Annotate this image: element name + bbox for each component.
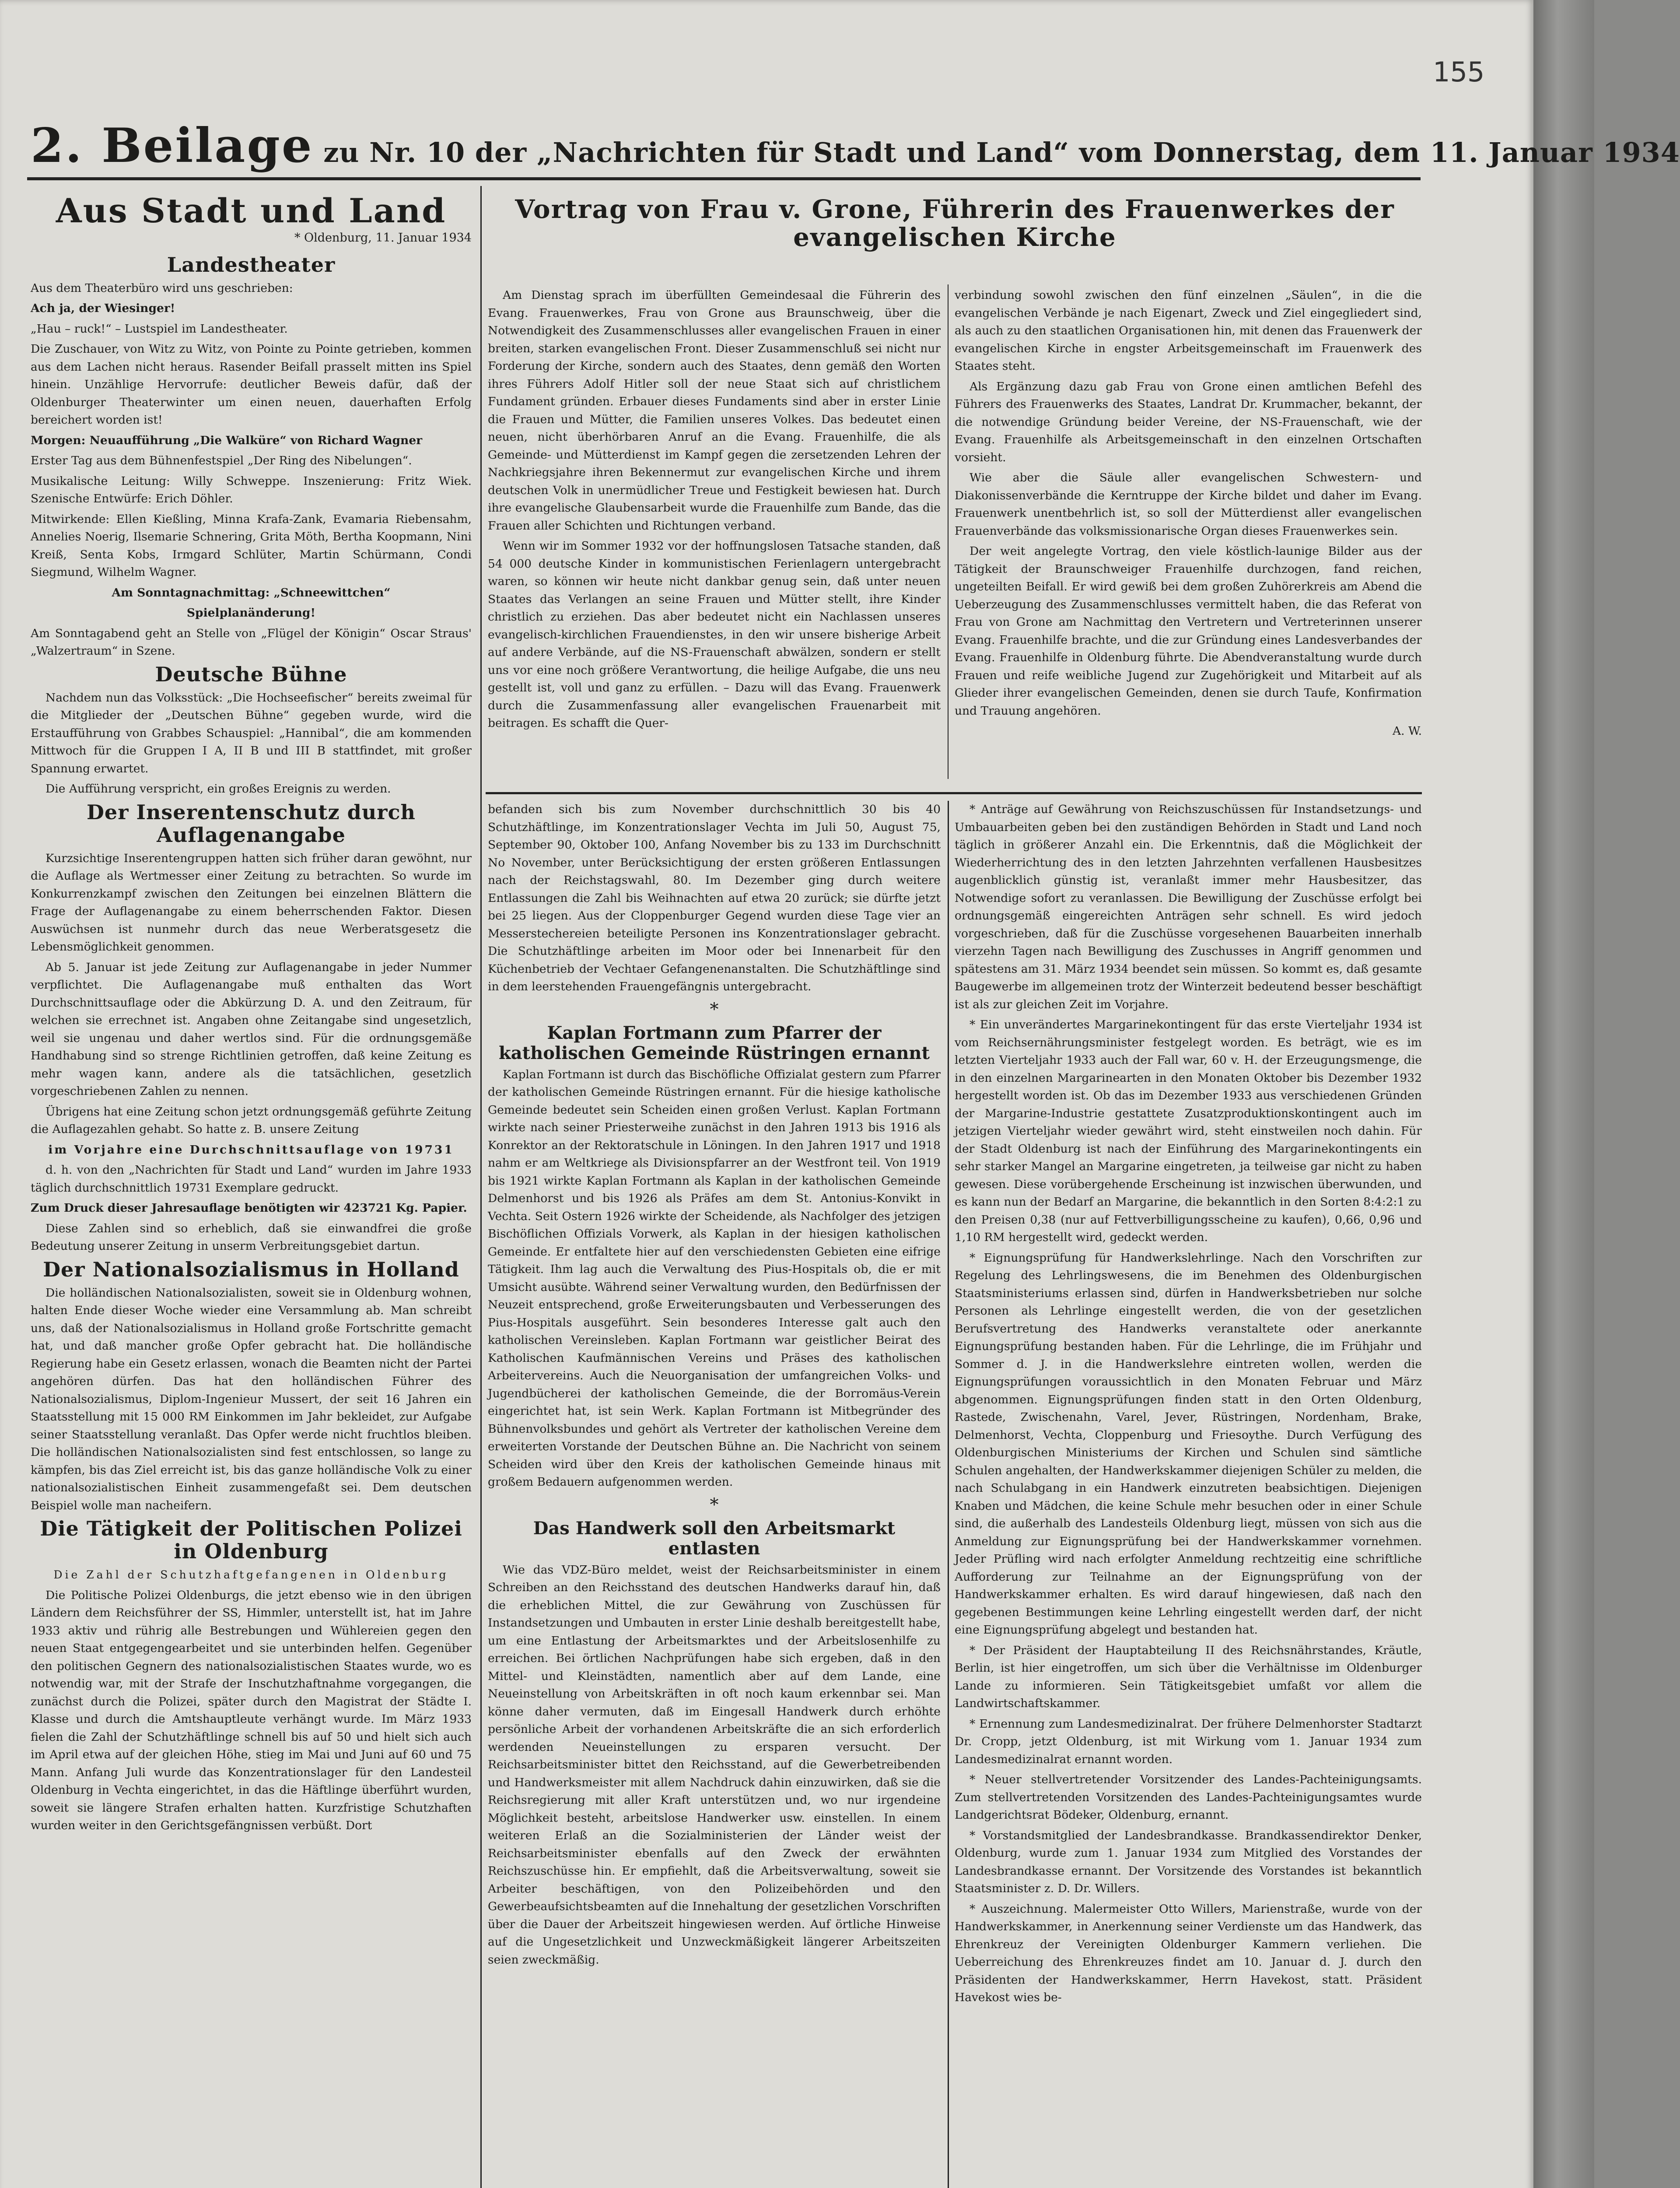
- news-item: * Eignungsprüfung für Handwerkslehrlinge. Nach den Vorschriften zur Regelung des Lehrlingswesens, die im Benehmen des Oldenburgischen Staatsministeriums erlassen sind, dürfen in Handwerksbetrieben nur solche Personen als Lehrlinge eingestellt werden, die von der gesetzlichen Berufsvertretung des Handwerks veranstaltete oder anerkannte Eignungsprüfung bestanden haben. Für die Lehrlinge, die im Frühjahr und Sommer d. J. in die Handwerkslehre eintreten wollen, werden die Eignungsprüfungen voraussichtlich in den Monaten Februar und März abgenommen. Eignungsprüfungen finden statt in den Orten Oldenburg, Rastede, Zwischenahn, Varel, Jever, Rüstringen, Nordenham, Brake, Delmenhorst, Vechta, Cloppenburg und Friesoythe. Durch Verfügung des Oldenburgischen Ministeriums der Kirchen und Schulen sind sämtliche Schulen angehalten, der Handwerkskammer diejenigen Schüler zu melden, die nach Schulabgang in ein Handwerk einzutreten beabsichtigen. Diejenigen Knaben und Mädchen, die keine Schule mehr besuchen oder in einer Schule sind, die außerhalb des Landesteils Oldenburg liegt, müssen von sich aus die Anmeldung zur Eignungsprüfung bei der Handwerkskammer vornehmen. Jeder Prüfling wird nach erfolgter Anmeldung rechtzeitig eine schriftliche Aufforderung zur Teilnahme an der Eignungsprüfung von der Handwerkskammer erhalten. Es wird darauf hingewiesen, daß nach den gegebenen Bestimmungen keine Lehrling eingestellt werden darf, der nicht eine Eignungsprüfung abgelegt und bestanden hat.: [955, 1251, 1422, 1637]
- paragraph: Nachdem nun das Volksstück: „Die Hochseefischer“ bereits zweimal für die Mitglieder der „Deutschen Bühne“ gegeben wurde, wird die Erstaufführung von Grabbes Schauspiel: „Hannibal“, die am kommenden Mittwoch für die Gruppen I A, II B und III B stattfindet, mit großer Spannung erwartet.: [31, 691, 472, 775]
- paragraph: verbindung sowohl zwischen den fünf einzelnen „Säulen“, in die die evangelischen Verbände je nach Eigenart, Zweck und Ziel eingegliedert sind, als auch zu den staatlichen Organisationen hin, mit denen das Frauenwerk der evangelischen Kirche in engster Arbeitsgemeinschaft im Frauenwerk des Staates steht.: [955, 288, 1422, 373]
- paragraph: Die Politische Polizei Oldenburgs, die jetzt ebenso wie in den übrigen Ländern dem Reichsführer der SS, Himmler, unterstellt ist, hat im Jahre 1933 aktiv und rührig alle Bestrebungen und Wühlereien gegen den neuen Staat entgegengearbeitet und sie unterbinden helfen. Gegenüber den politischen Gegnern des nationalsozialistischen Staates wurde, wo es notwendig war, mit der Strafe der Inschutzhaftnahme vorgegangen, die zunächst durch die Polizei, später durch den Magistrat der Städte I. Klasse und durch die Amtshauptleute verhängt wurde. Im März 1933 fielen die Zahl der Schutzhäftlinge schnell bis auf 50 und hielt sich auch im April etwa auf der gleichen Höhe, stieg im Mai und Juni auf 60 und 75 Mann. Anfang Juli wurde das Konzentrationslager für den Landesteil Oldenburg in Vechta eingerichtet, in das die Häftlinge überführt wurden, soweit sie längere Strafen erhalten hatten. Kurzfristige Schutzhaften wurden weiter in den Gerichtsgefängnissen verbüßt. Dort: [31, 1588, 472, 1832]
- masthead-supplement-label: 2. Beilage: [31, 118, 314, 173]
- news-item: * Auszeichnung. Malermeister Otto Willers, Marienstraße, wurde von der Handwerkskammer, in Anerkennung seiner Verdienste um das Handwerk, das Ehrenkreuz der Vereinigten Oldenburger Kammern verliehen. Die Ueberreichung des Ehrenkreuzes findet am 10. Januar d. J. durch den Präsidenten der Handwerkskammer, Herrn Havekost, statt. Präsident Havekost wies be-: [955, 1902, 1422, 2004]
- news-item: * Ein unverändertes Margarinekontingent für das erste Vierteljahr 1934 ist vom Reichsernährungsminister festgelegt worden. Es beträgt, wie es im letzten Vierteljahr 1933 auch der Fall war, 60 v. H. der Erzeugungsmenge, die in den einzelnen Margarinearten in den Monaten Oktober bis Dezember 1932 hergestellt worden ist. Ob das im Dezember 1933 aus verschiedenen Gründen der Margarine-Industrie gestattete Zusatzproduktionskontingent auch im jetzigen Vierteljahr wieder gewährt wird, steht einstweilen noch dahin. Für der Stadt Oldenburg ist nach der Einführung des Margarinekontingents ein sehr starker Mangel an Margarine eingetreten, ja teilweise gar nicht zu haben gewesen. Diese vorübergehende Erscheinung ist inzwischen überwunden, und es kann nun der Bedarf an Margarine, die bekanntlich in den Sorten 8:4:2:1 zu den Preisen 0,38 (nur auf Fettverbilligungsscheine zu kaufen), 0,66, 0,96 und 1,10 RM hergestellt wird, gedeckt werden.: [955, 1018, 1422, 1244]
- grone-bottom-rule: [486, 792, 1422, 794]
- masthead-rule: [27, 177, 1421, 180]
- paragraph: d. h. von den „Nachrichten für Stadt und Land“ wurden im Jahre 1933 täglich durchschnittlich 19731 Exemplare gedruckt.: [31, 1163, 472, 1195]
- grone-right-column: [955, 287, 1422, 785]
- paragraph: Als Ergänzung dazu gab Frau von Grone einen amtlichen Befehl des Führers des Frauenwerks des Staates, Landrat Dr. Krummacher, bekannt, der die notwendige Gründung beider Vereine, der NS-Frauenschaft, wie der Evang. Frauenhilfe als Arbeitsgemeinschaft in den einzelnen Ortschaften vorsieht.: [955, 379, 1422, 464]
- article-title-fortmann: Kaplan Fortmann zum Pfarrer der katholischen Gemeinde Rüstringen ernannt: [499, 1022, 930, 1063]
- column-rule-3: [948, 801, 949, 2188]
- article-title-polizei: Die Tätigkeit der Politischen Polizei in Oldenburg: [40, 1517, 462, 1563]
- article-title-grone: Vortrag von Frau v. Grone, Führerin des Frauenwerkes der evangelischen Kirche: [515, 194, 1395, 252]
- dateline: * Oldenburg, 11. Januar 1934: [294, 231, 472, 245]
- paragraph: Die Zuschauer, von Witz zu Witz, von Pointe zu Pointe getrieben, kommen aus dem Lachen nicht heraus. Rasender Beifall prasselt mitten ins Spiel hinein. Unzählige Hervorrufe: deutlicher Beweis dafür, daß der Oldenburger Theaterwinter um einen neuen, dauerhaften Erfolg bereichert worden ist!: [31, 342, 472, 427]
- article-title-inserentenschutz: Der Inserentenschutz durch Auflagenangabe: [87, 800, 416, 847]
- paragraph: befanden sich bis zum November durchschnittlich 30 bis 40 Schutzhäftlinge, im Konzentrationslager Vechta im Juli 50, August 75, September 90, Oktober 100, Anfang November bis zu 133 im Durchschnitt No November, unter Berücksichtigung der ersten größeren Entlassungen nach der Reichstagswahl, 80. Im Dezember ging durch weitere Entlassungen die Zahl bis Weihnachten auf etwa 20 zurück; sie dürfte jetzt bei 25 liegen. Aus der Cloppenburger Gegend wurden diese Tage vier an Messerstechereien beteiligte Personen ins Konzentrationslager gebracht. Die Schutzhäftlinge arbeiten im Moor oder bei Innenarbeit für den Küchenbetrieb der Vechtaer Gefangenenanstalten. Die Schutzhäftlinge sind in dem leerstehenden Frauengefängnis untergebracht.: [488, 803, 941, 993]
- paragraph: Spielplanänderung!: [186, 606, 316, 620]
- paragraph: Zum Druck dieser Jahresauflage benötigten wir 423721 Kg. Papier.: [31, 1201, 467, 1215]
- separator-asterisk: *: [710, 1494, 719, 1515]
- paragraph: Der weit angelegte Vortrag, den viele köstlich-launige Bilder aus der Tätigkeit der Braunschweiger Frauenhilfe durchzogen, fand reichen, ungeteilten Beifall. Er wird gewiß bei dem großen Zuhörerkreis am Abend die Ueberzeugung des Zusammenschlusses vermittelt haben, die das Referat von Frau von Grone am Nachmittag den Vertretern und Vertreterinnen unserer Evang. Frauenhilfe brachte, und die zur Gründung eines Landesverbandes der Evang. Frauenhilfe in Oldenburg führte. Die Abendveranstaltung wurde durch Frauen und reife weibliche Jugend zur Zugehörigkeit und Mitarbeit auf als Glieder ihrer evangelischen Gemeinden, denen sie durch Taufe, Konfirmation und Trauung angehören.: [955, 544, 1422, 718]
- author-signature: A. W.: [1392, 724, 1422, 738]
- news-item: * Der Präsident der Hauptabteilung II des Reichsnährstandes, Kräutle, Berlin, ist hier eingetroffen, um sich über die Verhältnisse im Oldenburger Lande zu informieren. Sein Tätigkeitsgebiet umfaßt vor allem die Landwirtschaftskammer.: [955, 1643, 1422, 1710]
- paragraph: Kaplan Fortmann ist durch das Bischöfliche Offizialat gestern zum Pfarrer der katholischen Gemeinde Rüstringen ernannt. Für die hiesige katholische Gemeinde bedeutet sein Scheiden einen großen Verlust. Kaplan Fortmann wirkte nach seiner Priesterweihe zunächst in den Jahren 1913 bis 1916 als Konrektor an der Rektoratschule in Löningen. In den Jahren 1917 und 1918 nahm er am Weltkriege als Divisionspfarrer an der Westfront teil. Von 1919 bis 1921 wirkte Kaplan Fortmann als Kaplan in der katholischen Gemeinde Delmenhorst und bis 1926 als Präfes am dem St. Antonius-Konvikt in Vechta. Seit Ostern 1926 wirkte der Scheidende, als Nachfolger des jetzigen Bischöflichen Offizials Vorwerk, als Kaplan in der hiesigen katholischen Gemeinde. Er entfaltete hier auf den verschiedensten Gebieten eine eifrige Tätigkeit. Ihm lag auch die Verwaltung des Pius-Hospitals ob, die er mit Umsicht ausübte. Während seiner Verwaltung wurden, den Bedürfnissen der Neuzeit entsprechend, große Erweiterungsbauten und Verbesserungen des Pius-Hospitals ausgeführt. Sein besonderes Interesse galt auch den katholischen Vereinsleben. Kaplan Fortmann war geistlicher Beirat des Katholischen Kaufmännischen Vereins und Präses des katholischen Arbeitervereins. Auch die Neuorganisation der umfangreichen Volks- und Jugendbücherei der katholischen Gemeinde, die der Borromäus-Verein eingerichtet hat, ist sein Werk. Kaplan Fortmann ist Mitbegründer des Bühnenvolksbundes und gehört als Vertreter der katholischen Vereine dem erweiterten Vorstande der Deutschen Bühne an. Die Nachricht von seinem Scheiden wird über den Kreis der katholischen Gemeinde hinaus mit großem Bedauern aufgenommen werden.: [488, 1067, 941, 1489]
- column-rule-1: [480, 186, 482, 2188]
- paragraph: Morgen: Neuaufführung „Die Walküre“ von Richard Wagner: [31, 433, 423, 447]
- news-item: * Anträge auf Gewährung von Reichszuschüssen für Instandsetzungs- und Umbauarbeiten geben bei den zuständigen Behörden in Stadt und Land noch täglich in größerer Anzahl ein. Die Erkenntnis, daß die Möglichkeit der Wiederherrichtung des in den letzten Jahrzehnten verfallenen Hausbesitzes augenblicklich günstig ist, veranlaßt immer mehr Hausbesitzer, das Notwendige sofort zu veranlassen. Die Bewilligung der Zuschüsse erfolgt bei ordnungsgemäß eingereichten Anträgen sehr schnell. Es wird jedoch vorgeschrieben, daß für die Zuschüsse vorgesehenen Bauarbeiten innerhalb vierzehn Tagen nach Bewilligung des Zuschusses in Angriff genommen und spätestens am 31. März 1934 beendet sein müssen. So kommt es, daß gesamte Baugewerbe im allgemeinen trotz der Winterzeit bedeutend besser beschäftigt ist als zur gleichen Zeit im Vorjahre.: [955, 803, 1422, 1011]
- separator-asterisk: *: [710, 999, 719, 1020]
- paragraph: Aus dem Theaterbüro wird uns geschrieben:: [31, 281, 293, 295]
- paragraph: Musikalische Leitung: Willy Schweppe. Inszenierung: Fritz Wiek. Szenische Entwürfe: Erich Döhler.: [31, 474, 472, 505]
- paragraph: Ach ja, der Wiesinger!: [31, 302, 175, 315]
- article-title-holland: Der Nationalsozialismus in Holland: [43, 1257, 459, 1281]
- paragraph: Am Dienstag sprach im überfüllten Gemeindesaal die Führerin des Evang. Frauenwerkes, Frau von Grone aus Braunschweig, über die Notwendigkeit des Zusammenschlusses aller evangelischen Frauen in einer breiten, starken evangelischen Front. Dieser Zusammenschluß sei nicht nur Forderung der Kirche, sondern auch des Staates, denn gemäß den Worten ihres Führers Adolf Hitler soll der neue Staat sich auf christlichem Fundament gründen. Erbauer dieses Fundaments sind aber in erster Linie die Frauen und Mütter, die Familien unseres Volkes. Das bedeutet einen neuen, nicht überhörbaren Anruf an die Evang. Frauenhilfe, die als Gemeinde- und Mütterdienst im Kampf gegen die zersetzenden Lehren der Nachkriegsjahre ihren Bekennermut zur evangelischen Kirche und ihrem deutschen Volk in unermüdlicher Treue und Festigkeit bewiesen hat. Durch ihre evangelische Glaubensarbeit wurde die Frauenhilfe zum Bande, das die Frauen aller Schichten und Richtungen verband.: [488, 288, 941, 533]
- paragraph: Übrigens hat eine Zeitung schon jetzt ordnungsgemäß geführte Zeitung die Auflagezahlen gehabt. So hatte z. B. unsere Zeitung: [31, 1105, 472, 1136]
- paragraph: Wie das VDZ-Büro meldet, weist der Reichsarbeitsminister in einem Schreiben an den Reichsstand des deutschen Handwerks darauf hin, daß die erheblichen Mittel, die zur Gewährung von Zuschüssen für Instandsetzungen und Umbauten in erster Linie deshalb bereitgestellt habe, um eine Entlastung der Arbeitsmarktes und der Arbeitslosenhilfe zu erreichen. Bei örtlichen Nachprüfungen habe sich ergeben, daß in den Mittel- und Kleinstädten, namentlich aber auf dem Lande, eine Neueinstellung von Arbeitskräften in oft noch kaum erkennbar sei. Man könne daher vermuten, daß im Eingesall Handwerk durch erhöhte persönliche Arbeit der vorhandenen Arbeitskräfte die an sich erforderlich werdenden Neueinstellungen zu ersparen versucht. Der Reichsarbeitsminister bittet den Reichsstand, auf die Gewerbetreibenden und Handwerksmeister mit allem Nachdruck dahin einzuwirken, daß sie die Reichsregierung mit aller Kraft unterstützen und, wo nur irgendeine Möglichkeit besteht, arbeitslose Handwerker usw. einstellen. In einem weiteren Erlaß an die Sozialministerien der Länder weist der Reichsarbeitsminister ebenfalls auf den Zweck der erwähnten Reichszuschüsse hin. Er empfiehlt, daß die Arbeitsverwaltung, soweit sie Arbeiter beschäftigen, von den Polizeibehörden und den Gewerbeaufsichtsbeamten auf die Innehaltung der gesetzlichen Vorschriften über die Dauer der Arbeitszeit hingewiesen werden. Auf örtliche Hinweise auf die Ungesetzlichkeit und Unzweckmäßigkeit längerer Arbeitszeiten seien zweckmäßig.: [488, 1563, 941, 1967]
- paragraph: Die Aufführung verspricht, ein großes Ereignis zu werden.: [46, 782, 391, 796]
- paragraph: im Vorjahre eine Durchschnittsauflage von 19731: [48, 1143, 454, 1157]
- masthead: [31, 118, 1680, 173]
- column-1: [31, 193, 472, 2188]
- paragraph: Wie aber die Säule aller evangelischen Schwestern- und Diakonissenverbände die Kerntruppe der Kirche bildet und daher im Evang. Frauenwerk unentbehrlich ist, so soll der Mütterdienst aller evangelischen Frauenverbände das volksmissionarische Organ dieses Frauenwerkes sein.: [955, 471, 1422, 538]
- paragraph: Mitwirkende: Ellen Kießling, Minna Krafa-Zank, Evamaria Riebensahm, Annelies Noerig, Ilsemarie Schnering, Grita Möth, Bertha Koopmann, Nini Kreiß, Senta Kobs, Irmgard Schlüter, Martin Schürmann, Condi Siegmund, Wilhelm Wagner.: [31, 512, 472, 579]
- masthead-issue-line: zu Nr. 10 der „Nachrichten für Stadt und Land“ vom Donnerstag, dem 11. Januar 1934: [313, 137, 1680, 168]
- grone-headline-block: [488, 193, 1422, 284]
- news-item: * Neuer stellvertretender Vorsitzender des Landes-Pachteinigungsamts. Zum stellvertretenden Vorsitzenden des Landes-Pachteinigungsamtes wurde Landgerichtsrat Bödeker, Oldenburg, ernannt.: [955, 1773, 1422, 1822]
- article-title-handwerk: Das Handwerk soll den Arbeitsmarkt entlasten: [533, 1518, 896, 1559]
- news-item: * Ernennung zum Landesmedizinalrat. Der frühere Delmenhorster Stadtarzt Dr. Cropp, jetzt Oldenburg, ist mit Wirkung vom 1. Januar 1934 zum Landesmedizinalrat ernannt worden.: [955, 1717, 1422, 1766]
- column-4: [955, 801, 1422, 2188]
- paragraph: Wenn wir im Sommer 1932 vor der hoffnungslosen Tatsache standen, daß 54 000 deutsche Kinder in kommunistischen Ferienlagern untergebracht waren, so können wir heute nicht dankbar genug sein, daß unter neuen Staates das Verlangen an seine Frauen und Mütter stellt, ihre Kinder christlich zu erziehen. Das aber bedeutet nicht ein Nachlassen unseres evangelisch-kirchlichen Frauendienstes, in den wir unsere bisherige Arbeit auf andere Verbände, auf die NS-Frauenschaft abwälzen, sondern er stellt uns vor eine noch größere Verantwortung, die heilige Aufgabe, die uns neu gestellt ist, voll und ganz zu erfüllen. – Dazu will das Evang. Frauenwerk durch die Zusammenfassung aller evangelischen Frauenarbeit mit beitragen. Es schafft die Quer-: [488, 539, 941, 730]
- grone-left-column: [488, 287, 941, 785]
- article-title-landestheater: Landestheater: [167, 252, 336, 277]
- paragraph: „Hau – ruck!“ – Lustspiel im Landestheater.: [31, 322, 288, 336]
- paragraph: Ab 5. Januar ist jede Zeitung zur Auflagenangabe in jeder Nummer verpflichtet. Die Auflagenangabe muß enthalten das Wort Durchschnittsauflage oder die Abkürzung D. A. und den Zeitraum, für welchen sie errechnet ist. Angaben ohne Zeitangabe sind ungesetzlich, weil sie ungenau und daher wertlos sind. Für die ordnungsgemäße Handhabung sind so strenge Richtlinien getroffen, daß keine Zeitung es mehr wagen kann, andere als die tatsächlichen, gesetzlich vorgeschriebenen Zahlen zu nennen.: [31, 960, 472, 1098]
- paragraph: Am Sonntagnachmittag: „Schneewittchen“: [112, 586, 391, 600]
- page-binding-edge: [1533, 0, 1594, 2188]
- news-item: * Vorstandsmitglied der Landesbrandkasse. Brandkassendirektor Denker, Oldenburg, wurde zum 1. Januar 1934 zum Mitglied des Vorstandes der Landesbrandkasse ernannt. Der Vorsitzende des Vorstandes ist bekanntlich Staatsminister z. D. Dr. Willers.: [955, 1828, 1422, 1895]
- column-3: [488, 801, 941, 2188]
- paragraph: Kurzsichtige Inserentengruppen hatten sich früher daran gewöhnt, nur die Auflage als Wertmesser einer Zeitung zu betrachten. So wurde im Konkurrenzkampf zwischen den Zeitungen bei einzelnen Blättern die Frage der Auflagenangabe zu einem beherrschenden Faktor. Diesen Auswüchsen ist nunmehr durch das neue Werberatsgesetz die Lebensmöglichkeit genommen.: [31, 851, 472, 954]
- paragraph: Diese Zahlen sind so erheblich, daß sie einwandfrei die große Bedeutung unserer Zeitung in unserm Verbreitungsgebiet dartun.: [31, 1221, 472, 1253]
- article-title-buehne: Deutsche Bühne: [155, 662, 347, 686]
- paragraph: Erster Tag aus dem Bühnenfestspiel „Der Ring des Nibelungen“.: [31, 454, 412, 467]
- article-subtitle: Die Zahl der Schutzhaftgefangenen in Oldenburg: [53, 1568, 449, 1581]
- archive-page-number: 155: [1433, 56, 1485, 88]
- paragraph: Die holländischen Nationalsozialisten, soweit sie in Oldenburg wohnen, halten Ende dieser Woche wieder eine Versammlung ab. Man schreibt uns, daß der Nationalsozialismus in Holland große Fortschritte gemacht hat, und daß mancher große Opfer gebracht hat. Die holländische Regierung habe ein Gesetz erlassen, wonach die Beamten nicht der Partei angehören dürfen. Das hat den holländischen Führer des Nationalsozialismus, Diplom-Ingenieur Mussert, der seit 16 Jahren ein Staatsstellung mit 15 000 RM Einkommen im Jahr bekleidet, zur Aufgabe seiner Staatsstellung veranlaßt. Das Opfer werde nicht fruchtlos bleiben. Die holländischen Nationalsozialisten sind fest entschlossen, so lange zu kämpfen, bis das Ziel erreicht ist, bis das ganze holländische Volk zu einer nationalsozialistischen Einheit zusammengefaßt sei. Dem deutschen Beispiel wolle man nacheifern.: [31, 1286, 472, 1512]
- section-title: Aus Stadt und Land: [56, 191, 447, 230]
- paragraph: Am Sonntagabend geht an Stelle von „Flügel der Königin“ Oscar Straus' „Walzertraum“ in Szene.: [31, 626, 472, 658]
